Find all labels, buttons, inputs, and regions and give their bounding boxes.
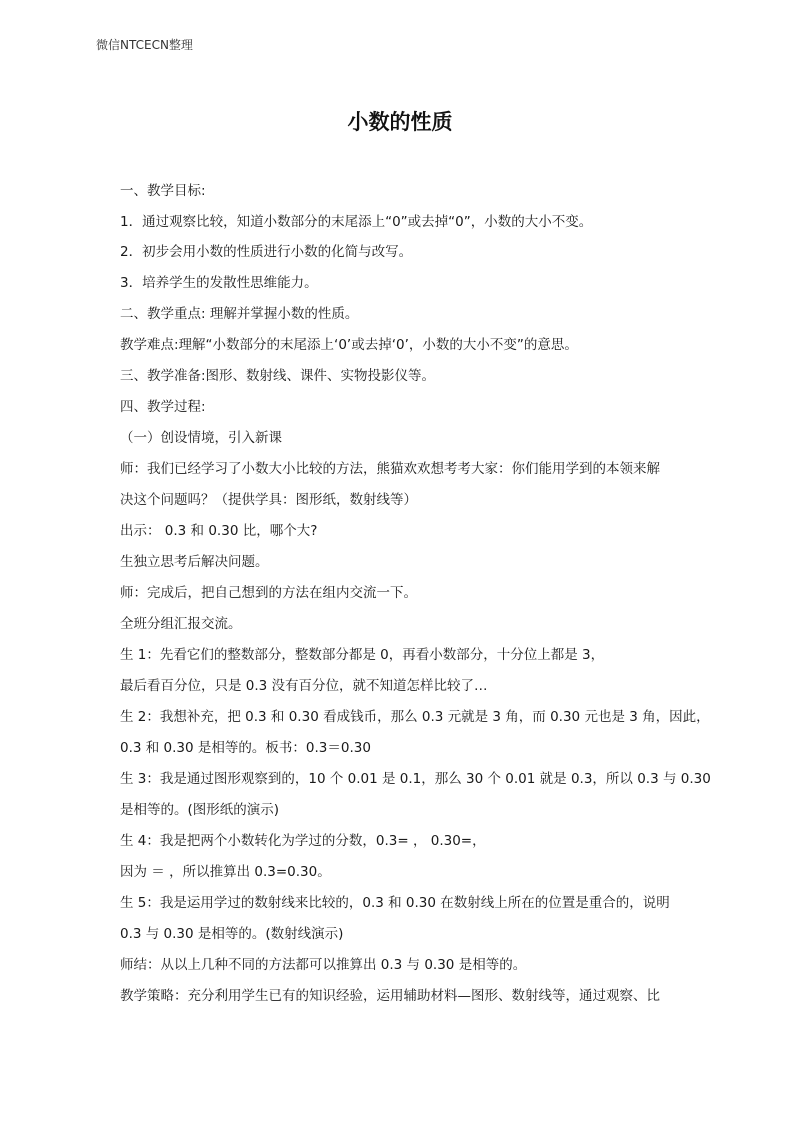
- body-line: 二、教学重点: 理解并掌握小数的性质。: [120, 306, 359, 322]
- body-line: 生 3：我是通过图形观察到的，10 个 0.01 是 0.1，那么 30 个 0.01 就是 0.3，所以 0.3 与 0.30: [120, 771, 711, 787]
- body-line: 1．通过观察比较，知道小数部分的末尾添上“0”或去掉“0”，小数的大小不变。: [120, 214, 593, 230]
- body-line: 生 2：我想补充，把 0.3 和 0.30 看成钱币，那么 0.3 元就是 3 角，而 0.30 元也是 3 角，因此，: [120, 709, 710, 725]
- page-header: 微信NTCECN整理: [96, 38, 193, 52]
- body-line: 一、教学目标:: [120, 183, 206, 199]
- body-line: 教学难点:理解“小数部分的末尾添上‘0’或去掉‘0’，小数的大小不变”的意思。: [120, 337, 578, 353]
- body-line: 最后看百分位，只是 0.3 没有百分位，就不知道怎样比较了…: [120, 678, 488, 694]
- body-line: 因为 ＝ ，所以推算出 0.3=0.30。: [120, 864, 331, 880]
- body-line: 0.3 与 0.30 是相等的。(数射线演示): [120, 926, 344, 942]
- body-line: 师：完成后，把自己想到的方法在组内交流一下。: [120, 585, 417, 601]
- document-title: 小数的性质: [347, 110, 453, 134]
- body-line: 是相等的。(图形纸的演示): [120, 802, 280, 818]
- body-line: 生独立思考后解决问题。: [120, 554, 269, 570]
- body-line: 决这个问题吗？（提供学具：图形纸，数射线等）: [120, 492, 417, 508]
- body-line: 师：我们已经学习了小数大小比较的方法，熊猫欢欢想考考大家：你们能用学到的本领来解: [120, 461, 660, 477]
- body-line: 三、教学准备:图形、数射线、课件、实物投影仪等。: [120, 368, 436, 384]
- body-line: 2．初步会用小数的性质进行小数的化简与改写。: [120, 244, 413, 260]
- body-line: 师结：从以上几种不同的方法都可以推算出 0.3 与 0.30 是相等的。: [120, 957, 527, 973]
- body-line: 出示： 0.3 和 0.30 比，哪个大?: [120, 523, 318, 539]
- body-line: 教学策略：充分利用学生已有的知识经验，运用辅助材料—图形、数射线等，通过观察、比: [120, 988, 660, 1004]
- body-line: 生 4：我是把两个小数转化为学过的分数，0.3= ， 0.30=，: [120, 833, 486, 849]
- body-line: 0.3 和 0.30 是相等的。板书：0.3＝0.30: [120, 740, 371, 756]
- body-line: 四、教学过程:: [120, 399, 206, 415]
- body-line: 全班分组汇报交流。: [120, 616, 242, 632]
- body-line: （一）创设情境，引入新课: [120, 430, 282, 446]
- body-line: 3．培养学生的发散性思维能力。: [120, 275, 318, 291]
- body-line: 生 1：先看它们的整数部分，整数部分都是 0，再看小数部分，十分位上都是 3，: [120, 647, 605, 663]
- body-line: 生 5：我是运用学过的数射线来比较的，0.3 和 0.30 在数射线上所在的位置是重合的，说明: [120, 895, 670, 911]
